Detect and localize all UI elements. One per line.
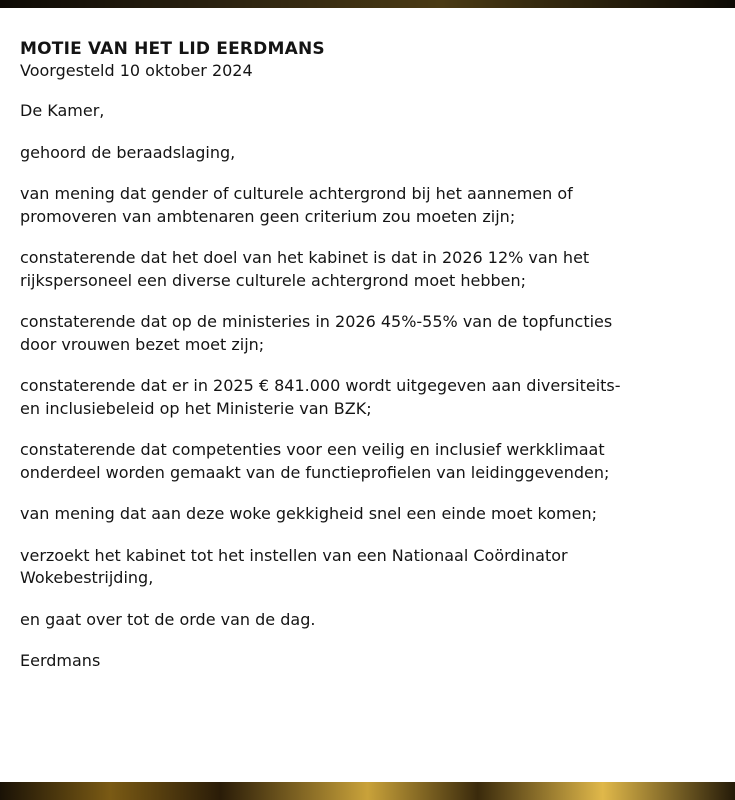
paragraph-line: Eerdmans: [20, 651, 101, 670]
bottom-background-strip: [0, 782, 735, 800]
signature-name: [20, 650, 717, 673]
paragraph-observation-budget: [20, 375, 717, 420]
paragraph-opinion-criterion: [20, 183, 717, 228]
paragraph-addressee: [20, 100, 717, 123]
paragraph-line: door vrouwen bezet moet zijn;: [20, 334, 265, 354]
paragraph-line: van mening dat gender of culturele achtergrond bij het aannemen of: [20, 184, 573, 203]
paragraph-request: [20, 545, 717, 590]
paragraph-observation-competencies: [20, 439, 717, 484]
paragraph-line: van mening dat aan deze woke gekkigheid snel een einde moet komen;: [20, 504, 597, 523]
paragraph-observation-cultural-background: [20, 247, 717, 292]
top-background-strip: [0, 0, 735, 8]
paragraph-line: De Kamer,: [20, 101, 105, 120]
document-date: Voorgesteld 10 oktober 2024: [20, 61, 253, 80]
paragraph-line: verzoekt het kabinet tot het instellen van een Nationaal Coördinator: [20, 545, 568, 565]
paragraph-line: promoveren van ambtenaren geen criterium zou moeten zijn;: [20, 206, 516, 226]
paragraph-line: constaterende dat competenties voor een veilig en inclusief werkklimaat: [20, 440, 605, 459]
paragraph-line: gehoord de beraadslaging,: [20, 142, 236, 162]
paragraph-line: rijkspersoneel een diverse culturele achtergrond moet hebben;: [20, 270, 527, 290]
paragraph-line: onderdeel worden gemaakt van de functieprofielen van leidinggevenden;: [20, 462, 610, 482]
paragraph-observation-top-functions: [20, 311, 717, 356]
paragraph-line: constaterende dat op de ministeries in 2026 45%-55% van de topfuncties: [20, 312, 613, 331]
paragraph-opinion-end: [20, 503, 717, 526]
motion-document: [0, 8, 735, 782]
document-title: MOTIE VAN HET LID EERDMANS: [20, 39, 325, 59]
paragraph-closing: [20, 609, 717, 632]
paragraph-deliberation: [20, 142, 717, 165]
paragraph-line: en inclusiebeleid op het Ministerie van BZK;: [20, 398, 372, 418]
paragraph-line: constaterende dat er in 2025 € 841.000 wordt uitgegeven aan diversiteits-: [20, 376, 621, 395]
paragraph-line: Wokebestrijding,: [20, 568, 154, 587]
paragraph-line: en gaat over tot de orde van de dag.: [20, 609, 316, 629]
paragraph-line: constaterende dat het doel van het kabinet is dat in 2026 12% van het: [20, 248, 590, 267]
